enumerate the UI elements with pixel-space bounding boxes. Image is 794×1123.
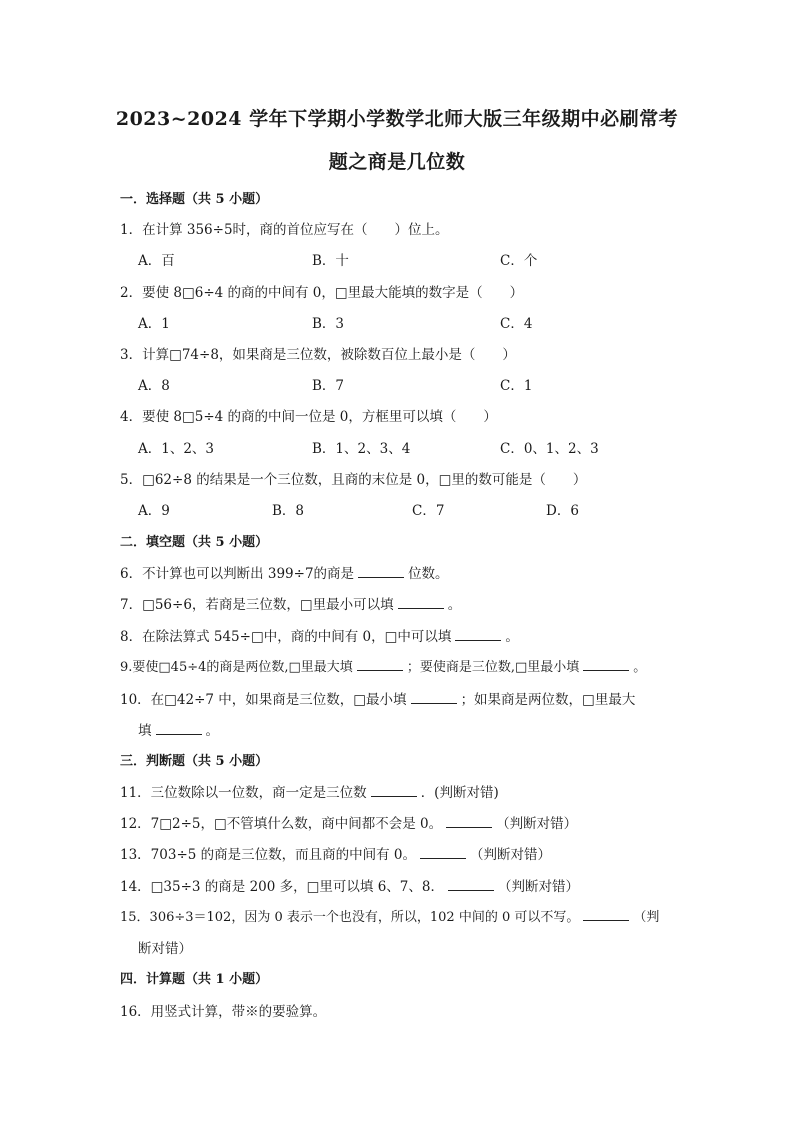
answer-blank[interactable] bbox=[455, 628, 501, 641]
q10-text-end: 。 bbox=[205, 723, 219, 739]
q14-text-end: （判断对错） bbox=[497, 879, 579, 895]
q10-text-mid: ；如果商是两位数，□里最大 bbox=[460, 692, 636, 708]
answer-blank[interactable] bbox=[358, 565, 404, 578]
q13-text-end: （判断对错） bbox=[470, 847, 552, 863]
q5-option-d: D．6 bbox=[546, 503, 579, 519]
question-10 bbox=[120, 688, 635, 708]
q2-option-b: B．3 bbox=[312, 316, 345, 332]
q1-option-a: A．百 bbox=[138, 253, 175, 269]
q8-text-end: 。 bbox=[505, 629, 519, 645]
question-5: 5．□62÷8 的结果是一个三位数，且商的末位是 0，□里的数可能是（ ） bbox=[120, 472, 587, 488]
title-line-2: 题之商是几位数 bbox=[328, 151, 466, 173]
answer-blank[interactable] bbox=[583, 658, 629, 671]
section-heading-choice: 一．选择题（共 5 小题） bbox=[120, 192, 269, 207]
answer-blank[interactable] bbox=[420, 846, 466, 859]
answer-blank[interactable] bbox=[156, 722, 202, 735]
q9-text-end: 。 bbox=[633, 660, 647, 675]
question-16: 16．用竖式计算，带※的要验算。 bbox=[120, 1004, 327, 1020]
q4-option-c: C．0、1、2、3 bbox=[500, 441, 599, 457]
q1-option-c: C．个 bbox=[500, 253, 538, 269]
question-12 bbox=[120, 812, 577, 832]
q15-text: 15．306÷3＝102，因为 0 表示一个也没有，所以，102 中间的 0 可以不写。 bbox=[120, 910, 580, 925]
q2-option-a: A．1 bbox=[138, 316, 170, 332]
q8-text: 8．在除法算式 545÷□中，商的中间有 0，□中可以填 bbox=[120, 629, 452, 645]
answer-blank[interactable] bbox=[446, 815, 492, 828]
q10-text: 10．在□42÷7 中，如果商是三位数，□最小填 bbox=[120, 692, 407, 708]
q7-text-end: 。 bbox=[447, 597, 462, 613]
answer-blank[interactable] bbox=[357, 658, 403, 671]
q3-option-c: C．1 bbox=[500, 378, 533, 394]
question-4: 4．要使 8□5÷4 的商的中间一位是 0，方框里可以填（ ） bbox=[120, 409, 497, 425]
q5-option-c: C．7 bbox=[412, 503, 445, 519]
question-3: 3．计算□74÷8，如果商是三位数，被除数百位上最小是（ ） bbox=[120, 347, 516, 363]
q10-text-cont: 填 bbox=[138, 723, 152, 739]
q1-option-b: B．十 bbox=[312, 253, 349, 269]
q11-text: 11．三位数除以一位数，商一定是三位数 bbox=[120, 785, 367, 801]
question-15-cont: 断对错） bbox=[138, 941, 192, 957]
answer-blank[interactable] bbox=[371, 784, 417, 797]
q5-option-a: A．9 bbox=[138, 503, 170, 519]
question-6 bbox=[120, 562, 449, 582]
question-15 bbox=[120, 906, 659, 925]
q5-option-b: B．8 bbox=[272, 503, 305, 519]
q4-option-b: B．1、2、3、4 bbox=[312, 441, 411, 457]
q15-text-mid: （判 bbox=[633, 910, 660, 925]
question-1: 1．在计算 356÷5时，商的首位应写在（ ）位上。 bbox=[120, 222, 449, 238]
answer-blank[interactable] bbox=[411, 691, 457, 704]
question-7 bbox=[120, 593, 461, 613]
q4-option-a: A．1、2、3 bbox=[138, 441, 215, 457]
question-11 bbox=[120, 781, 499, 801]
q9-text-mid: ；要使商是三位数,□里最小填 bbox=[406, 660, 580, 675]
q6-text-end: 位数。 bbox=[408, 566, 449, 582]
section-heading-fill: 二．填空题（共 5 小题） bbox=[120, 535, 269, 550]
section-heading-calc: 四．计算题（共 1 小题） bbox=[120, 972, 269, 987]
question-2: 2．要使 8□6÷4 的商的中间有 0，□里最大能填的数字是（ ） bbox=[120, 285, 524, 301]
q14-text: 14．□35÷3 的商是 200 多，□里可以填 6、7、8． bbox=[120, 879, 444, 895]
question-14 bbox=[120, 875, 579, 895]
q6-text: 6．不计算也可以判断出 399÷7的商是 bbox=[120, 566, 355, 582]
question-9 bbox=[120, 656, 646, 675]
q13-text: 13．703÷5 的商是三位数，而且商的中间有 0。 bbox=[120, 847, 417, 863]
question-10-cont bbox=[138, 719, 219, 739]
answer-blank[interactable] bbox=[448, 878, 494, 891]
question-8 bbox=[120, 625, 519, 645]
q3-option-b: B．7 bbox=[312, 378, 345, 394]
section-heading-judge: 三．判断题（共 5 小题） bbox=[120, 754, 269, 769]
q7-text: 7．□56÷6，若商是三位数，□里最小可以填 bbox=[120, 597, 394, 613]
q11-text-end: ．(判断对错) bbox=[420, 785, 499, 801]
question-13 bbox=[120, 843, 551, 863]
q2-option-c: C．4 bbox=[500, 316, 533, 332]
q12-text-end: （判断对错） bbox=[496, 816, 578, 832]
answer-blank[interactable] bbox=[583, 908, 629, 921]
q3-option-a: A．8 bbox=[138, 378, 170, 394]
answer-blank[interactable] bbox=[398, 596, 444, 609]
title-line-1: 2023~2024 学年下学期小学数学北师大版三年级期中必刷常考 bbox=[115, 108, 679, 130]
q12-text: 12．7□2÷5，□不管填什么数，商中间都不会是 0。 bbox=[120, 816, 443, 832]
q9-text: 9.要使□45÷4的商是两位数,□里最大填 bbox=[120, 660, 353, 675]
